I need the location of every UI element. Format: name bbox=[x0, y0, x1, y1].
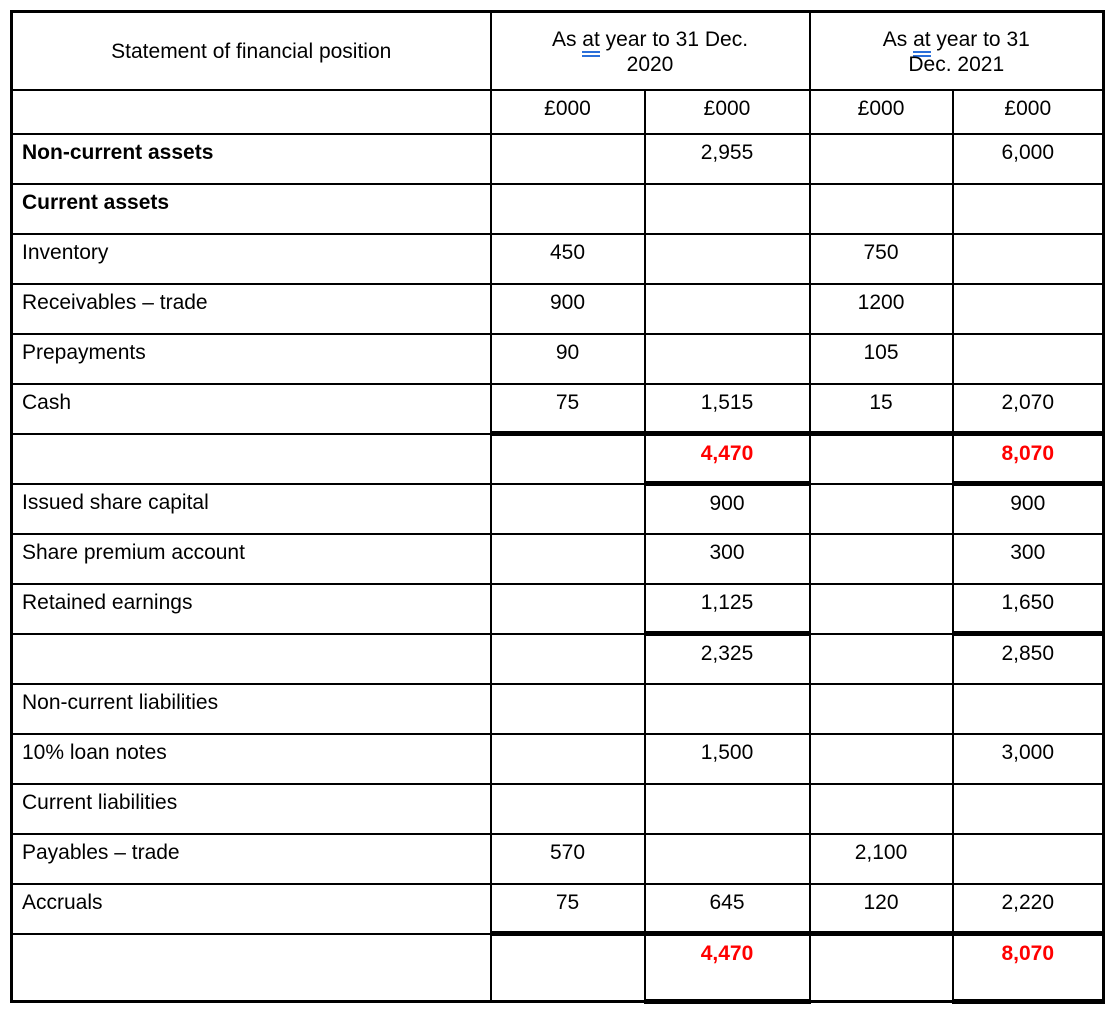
total-value: 4,470 bbox=[645, 934, 810, 1002]
cell-value bbox=[491, 484, 645, 534]
cell-value bbox=[810, 934, 953, 1002]
cell-value bbox=[810, 434, 953, 484]
cell-value: 570 bbox=[491, 834, 645, 884]
cell-value: 900 bbox=[491, 284, 645, 334]
year-2020-prefix: As bbox=[551, 27, 583, 51]
table-row-equity-subtotal bbox=[12, 634, 1104, 684]
year-2021-rest: year to 31 bbox=[930, 27, 1030, 51]
cell-value: 6,000 bbox=[953, 134, 1104, 184]
cell-value: 75 bbox=[491, 884, 645, 934]
cell-value bbox=[810, 134, 953, 184]
cell-value: 3,000 bbox=[953, 734, 1104, 784]
cell-value bbox=[491, 784, 645, 834]
total-value: 8,070 bbox=[953, 434, 1104, 484]
table-row-cash bbox=[12, 384, 1104, 434]
row-label: Retained earnings bbox=[12, 584, 491, 634]
year-2021-prefix: As bbox=[882, 27, 914, 51]
cell-value bbox=[953, 234, 1104, 284]
row-label: Issued share capital bbox=[12, 484, 491, 534]
cell-value: 900 bbox=[953, 484, 1104, 534]
cell-value bbox=[645, 184, 810, 234]
row-label: Current liabilities bbox=[12, 784, 491, 834]
cell-value bbox=[645, 784, 810, 834]
row-label: Current assets bbox=[12, 184, 491, 234]
year-2021-line2: Dec. 2021 bbox=[908, 52, 1005, 76]
cell-value bbox=[810, 184, 953, 234]
cell-value bbox=[953, 284, 1104, 334]
year-header-2021 bbox=[810, 12, 1104, 90]
financial-position-table bbox=[10, 10, 1105, 1004]
table-row-non-current-assets bbox=[12, 134, 1104, 184]
table-row-inventory bbox=[12, 234, 1104, 284]
year-header-2020 bbox=[491, 12, 810, 90]
cell-value: 450 bbox=[491, 234, 645, 284]
cell-value: 2,955 bbox=[645, 134, 810, 184]
row-label: Prepayments bbox=[12, 334, 491, 384]
underlined-at-2020: at bbox=[582, 28, 600, 57]
table-row-share-premium bbox=[12, 534, 1104, 584]
cell-value: 105 bbox=[810, 334, 953, 384]
cell-value: 2,220 bbox=[953, 884, 1104, 934]
unit-label: £000 bbox=[953, 90, 1104, 134]
row-label: Share premium account bbox=[12, 534, 491, 584]
total-value: 8,070 bbox=[953, 934, 1104, 1002]
cell-value bbox=[491, 584, 645, 634]
cell-value bbox=[491, 634, 645, 684]
cell-value: 1,500 bbox=[645, 734, 810, 784]
year-2020-rest: year to 31 Dec. bbox=[599, 27, 749, 51]
table-row-current-assets bbox=[12, 184, 1104, 234]
cell-value bbox=[953, 834, 1104, 884]
cell-value bbox=[645, 684, 810, 734]
table-row-payables bbox=[12, 834, 1104, 884]
row-label: Receivables – trade bbox=[12, 284, 491, 334]
cell-value bbox=[491, 684, 645, 734]
row-label bbox=[12, 934, 491, 1002]
cell-value bbox=[953, 784, 1104, 834]
row-label: 10% loan notes bbox=[12, 734, 491, 784]
cell-value bbox=[953, 184, 1104, 234]
table-row-prepayments bbox=[12, 334, 1104, 384]
year-2020-line2: 2020 bbox=[626, 52, 674, 76]
row-label: Non-current assets bbox=[12, 134, 491, 184]
cell-value: 15 bbox=[810, 384, 953, 434]
table-row-assets-total bbox=[12, 434, 1104, 484]
unit-label: £000 bbox=[810, 90, 953, 134]
cell-value bbox=[491, 934, 645, 1002]
row-label: Inventory bbox=[12, 234, 491, 284]
cell-value: 90 bbox=[491, 334, 645, 384]
table-row-loan-notes bbox=[12, 734, 1104, 784]
cell-value bbox=[810, 734, 953, 784]
cell-value bbox=[953, 684, 1104, 734]
table-row-accruals bbox=[12, 884, 1104, 934]
cell-value bbox=[645, 284, 810, 334]
table-row-liabilities-total bbox=[12, 934, 1104, 1002]
subtotal-value: 2,325 bbox=[645, 634, 810, 684]
cell-value bbox=[645, 334, 810, 384]
row-label bbox=[12, 90, 491, 134]
cell-value bbox=[810, 784, 953, 834]
cell-value bbox=[810, 584, 953, 634]
row-label: Payables – trade bbox=[12, 834, 491, 884]
cell-value: 750 bbox=[810, 234, 953, 284]
cell-value: 120 bbox=[810, 884, 953, 934]
cell-value: 1,650 bbox=[953, 584, 1104, 634]
cell-value: 300 bbox=[953, 534, 1104, 584]
cell-value: 1200 bbox=[810, 284, 953, 334]
underlined-at-2021: at bbox=[913, 28, 931, 57]
cell-value bbox=[810, 634, 953, 684]
cell-value bbox=[810, 534, 953, 584]
units-row bbox=[12, 90, 1104, 134]
total-value: 4,470 bbox=[645, 434, 810, 484]
cell-value bbox=[491, 534, 645, 584]
cell-value bbox=[491, 434, 645, 484]
cell-value bbox=[491, 184, 645, 234]
row-label: Accruals bbox=[12, 884, 491, 934]
row-label: Cash bbox=[12, 384, 491, 434]
table-row-issued-share-capital bbox=[12, 484, 1104, 534]
cell-value bbox=[953, 334, 1104, 384]
row-label: Non-current liabilities bbox=[12, 684, 491, 734]
table-row-current-liabilities bbox=[12, 784, 1104, 834]
cell-value: 2,070 bbox=[953, 384, 1104, 434]
cell-value: 1,125 bbox=[645, 584, 810, 634]
cell-value bbox=[810, 684, 953, 734]
cell-value bbox=[645, 234, 810, 284]
cell-value bbox=[810, 484, 953, 534]
unit-label: £000 bbox=[491, 90, 645, 134]
table-header-row bbox=[12, 12, 1104, 90]
cell-value: 75 bbox=[491, 384, 645, 434]
row-label bbox=[12, 434, 491, 484]
table-row-receivables bbox=[12, 284, 1104, 334]
cell-value bbox=[645, 834, 810, 884]
cell-value: 1,515 bbox=[645, 384, 810, 434]
cell-value bbox=[491, 134, 645, 184]
row-label bbox=[12, 634, 491, 684]
unit-label: £000 bbox=[645, 90, 810, 134]
table-row-retained-earnings bbox=[12, 584, 1104, 634]
cell-value: 2,100 bbox=[810, 834, 953, 884]
cell-value: 300 bbox=[645, 534, 810, 584]
subtotal-value: 2,850 bbox=[953, 634, 1104, 684]
page-title: Statement of financial position bbox=[12, 12, 491, 90]
cell-value bbox=[491, 734, 645, 784]
cell-value: 900 bbox=[645, 484, 810, 534]
table-row-non-current-liabilities bbox=[12, 684, 1104, 734]
cell-value: 645 bbox=[645, 884, 810, 934]
